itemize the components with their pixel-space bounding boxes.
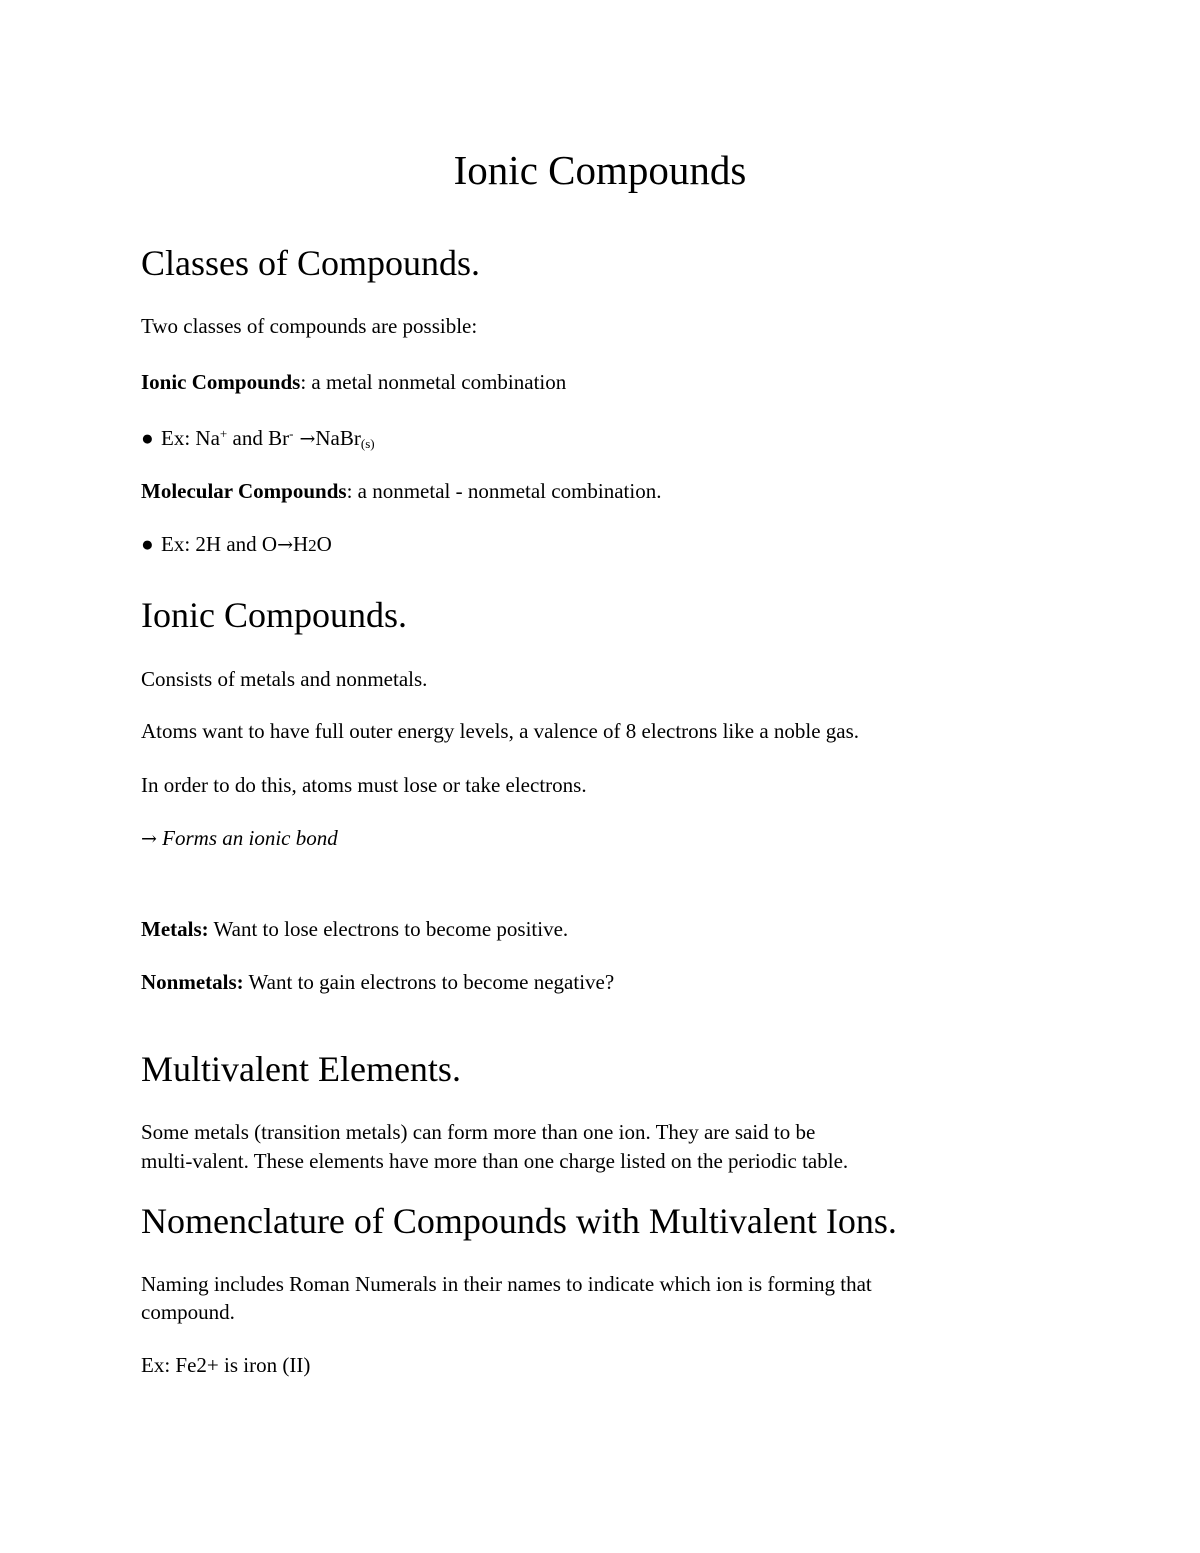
page-title: Ionic Compounds — [453, 147, 747, 193]
ex1-state: (s) — [360, 436, 375, 451]
molecular-compounds-term: Molecular Compounds — [141, 479, 347, 503]
heading-multivalent-elements: Multivalent Elements. — [141, 1049, 461, 1089]
arrow-icon: → — [277, 534, 293, 556]
ionic-bond-text: Forms an ionic bond — [156, 826, 338, 850]
ionic-compounds-definition — [141, 368, 566, 396]
metals-term: Metals: — [141, 917, 209, 941]
ionic-bond-line — [141, 824, 338, 853]
ex1-product: NaBr — [315, 426, 361, 450]
arrow-icon: → — [293, 428, 316, 450]
ex2-two: 2 — [308, 536, 317, 555]
multivalent-line-2: multi-valent. These elements have more than one charge listed on the periodic table. — [141, 1149, 849, 1173]
heading-nomenclature: Nomenclature of Compounds with Multivalent Ions. — [141, 1201, 897, 1241]
ex2-prefix: Ex: 2H and O — [161, 532, 278, 556]
ionic-line-3: In order to do this, atoms must lose or take electrons. — [141, 773, 587, 797]
intro-text: Two classes of compounds are possible: — [141, 314, 478, 338]
molecular-compounds-def: : a nonmetal - nonmetal combination. — [346, 479, 662, 503]
metals-def: Want to lose electrons to become positive. — [208, 917, 569, 941]
heading-classes-of-compounds: Classes of Compounds. — [141, 243, 481, 283]
nonmetals-line — [141, 968, 614, 996]
metals-line — [141, 915, 568, 943]
nonmetals-term: Nonmetals: — [141, 970, 244, 994]
bullet-icon: ● — [141, 532, 154, 556]
ionic-line-2: Atoms want to have full outer energy levels, a valence of 8 electrons like a noble gas. — [141, 719, 860, 743]
na-charge: + — [219, 426, 228, 441]
nonmetals-def: Want to gain electrons to become negative? — [243, 970, 615, 994]
ex2-o: O — [316, 532, 332, 556]
molecular-compounds-definition — [141, 477, 661, 505]
nomenclature-example: Ex: Fe2+ is iron (II) — [141, 1353, 311, 1377]
br-charge: - — [289, 426, 294, 441]
ex2-h: H — [293, 532, 309, 556]
ex1-prefix: Ex: Na — [161, 426, 220, 450]
ex1-and-br: and Br — [227, 426, 290, 450]
bullet-icon: ● — [141, 426, 154, 450]
nomenclature-line-2: compound. — [141, 1300, 235, 1324]
ionic-line-1: Consists of metals and nonmetals. — [141, 667, 428, 691]
ionic-example — [141, 424, 375, 453]
ionic-compounds-term: Ionic Compounds — [141, 370, 301, 394]
molecular-example — [141, 530, 332, 560]
nomenclature-line-1: Naming includes Roman Numerals in their names to indicate which ion is forming that — [141, 1272, 872, 1296]
ionic-compounds-def: : a metal nonmetal combination — [300, 370, 567, 394]
multivalent-line-1: Some metals (transition metals) can form more than one ion. They are said to be — [141, 1120, 816, 1144]
arrow-icon: → — [141, 828, 157, 850]
heading-ionic-compounds: Ionic Compounds. — [141, 595, 407, 635]
